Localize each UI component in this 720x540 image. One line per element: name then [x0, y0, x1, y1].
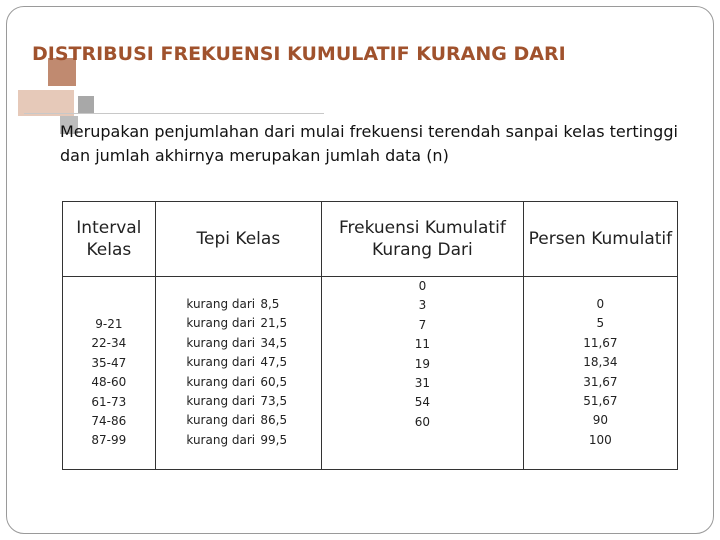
- slide-title: DISTRIBUSI FREKUENSI KUMULATIF KURANG DARI: [32, 43, 566, 65]
- tepi-prefix: kurang dari: [186, 335, 256, 350]
- frekuensi-value: 54: [414, 395, 431, 410]
- interval-value: 9-21: [95, 317, 123, 331]
- tepi-column: [155, 277, 321, 470]
- persen-value: 0: [596, 297, 605, 311]
- tepi-value: 86,5: [260, 413, 288, 428]
- frekuensi-value: 0: [418, 279, 427, 293]
- header-persen: Persen Kumulatif: [523, 202, 677, 277]
- tepi-prefix: kurang dari: [186, 297, 256, 311]
- tepi-value: 60,5: [260, 374, 288, 389]
- persen-value: 11,67: [583, 335, 618, 350]
- tepi-value: 73,5: [260, 394, 288, 409]
- persen-column: [523, 277, 677, 470]
- header-interval: Interval Kelas: [63, 202, 156, 277]
- interval-value: 74-86: [91, 414, 127, 429]
- persen-value: 18,34: [583, 355, 618, 370]
- table-body-row: [63, 277, 678, 470]
- slide-subtitle: Merupakan penjumlahan dari mulai frekuensi terendah sanpai kelas tertinggi dan jumlah akhirnya merupakan jumlah data (n): [60, 122, 678, 165]
- tepi-prefix: kurang dari: [186, 394, 256, 409]
- interval-value: 48-60: [91, 375, 127, 390]
- frekuensi-value: 11: [414, 337, 431, 352]
- interval-value: 87-99: [91, 433, 127, 448]
- persen-value: 51,67: [583, 394, 618, 409]
- tepi-prefix: kurang dari: [186, 374, 256, 389]
- persen-value: 31,67: [583, 374, 618, 389]
- tepi-value: 34,5: [260, 335, 288, 350]
- tepi-prefix: kurang dari: [186, 355, 256, 370]
- tepi-prefix: kurang dari: [186, 432, 256, 447]
- tepi-value: 8,5: [260, 297, 280, 311]
- tepi-value: 99,5: [260, 432, 288, 447]
- interval-value: 35-47: [91, 355, 127, 370]
- frekuensi-value: 19: [414, 356, 431, 371]
- persen-value: 5: [596, 316, 605, 331]
- decorative-line: [24, 113, 324, 114]
- frekuensi-value: 31: [414, 376, 431, 391]
- interval-value: 61-73: [91, 394, 127, 409]
- interval-value: 22-34: [91, 336, 127, 351]
- interval-column: [63, 277, 156, 470]
- header-tepi: Tepi Kelas: [155, 202, 321, 277]
- frekuensi-column: [322, 277, 524, 470]
- frequency-table: [62, 201, 678, 470]
- frekuensi-value: 60: [414, 414, 431, 429]
- tepi-prefix: kurang dari: [186, 316, 256, 331]
- header-frekuensi: Frekuensi Kumulatif Kurang Dari: [322, 202, 524, 277]
- frekuensi-value: 3: [418, 298, 427, 313]
- tepi-value: 21,5: [260, 316, 288, 331]
- persen-value: 100: [588, 432, 612, 447]
- table-header-row: [63, 202, 678, 277]
- tepi-value: 47,5: [260, 355, 288, 370]
- decorative-square: [78, 96, 94, 114]
- frekuensi-value: 7: [418, 317, 427, 332]
- tepi-prefix: kurang dari: [186, 413, 256, 428]
- persen-value: 90: [592, 413, 608, 428]
